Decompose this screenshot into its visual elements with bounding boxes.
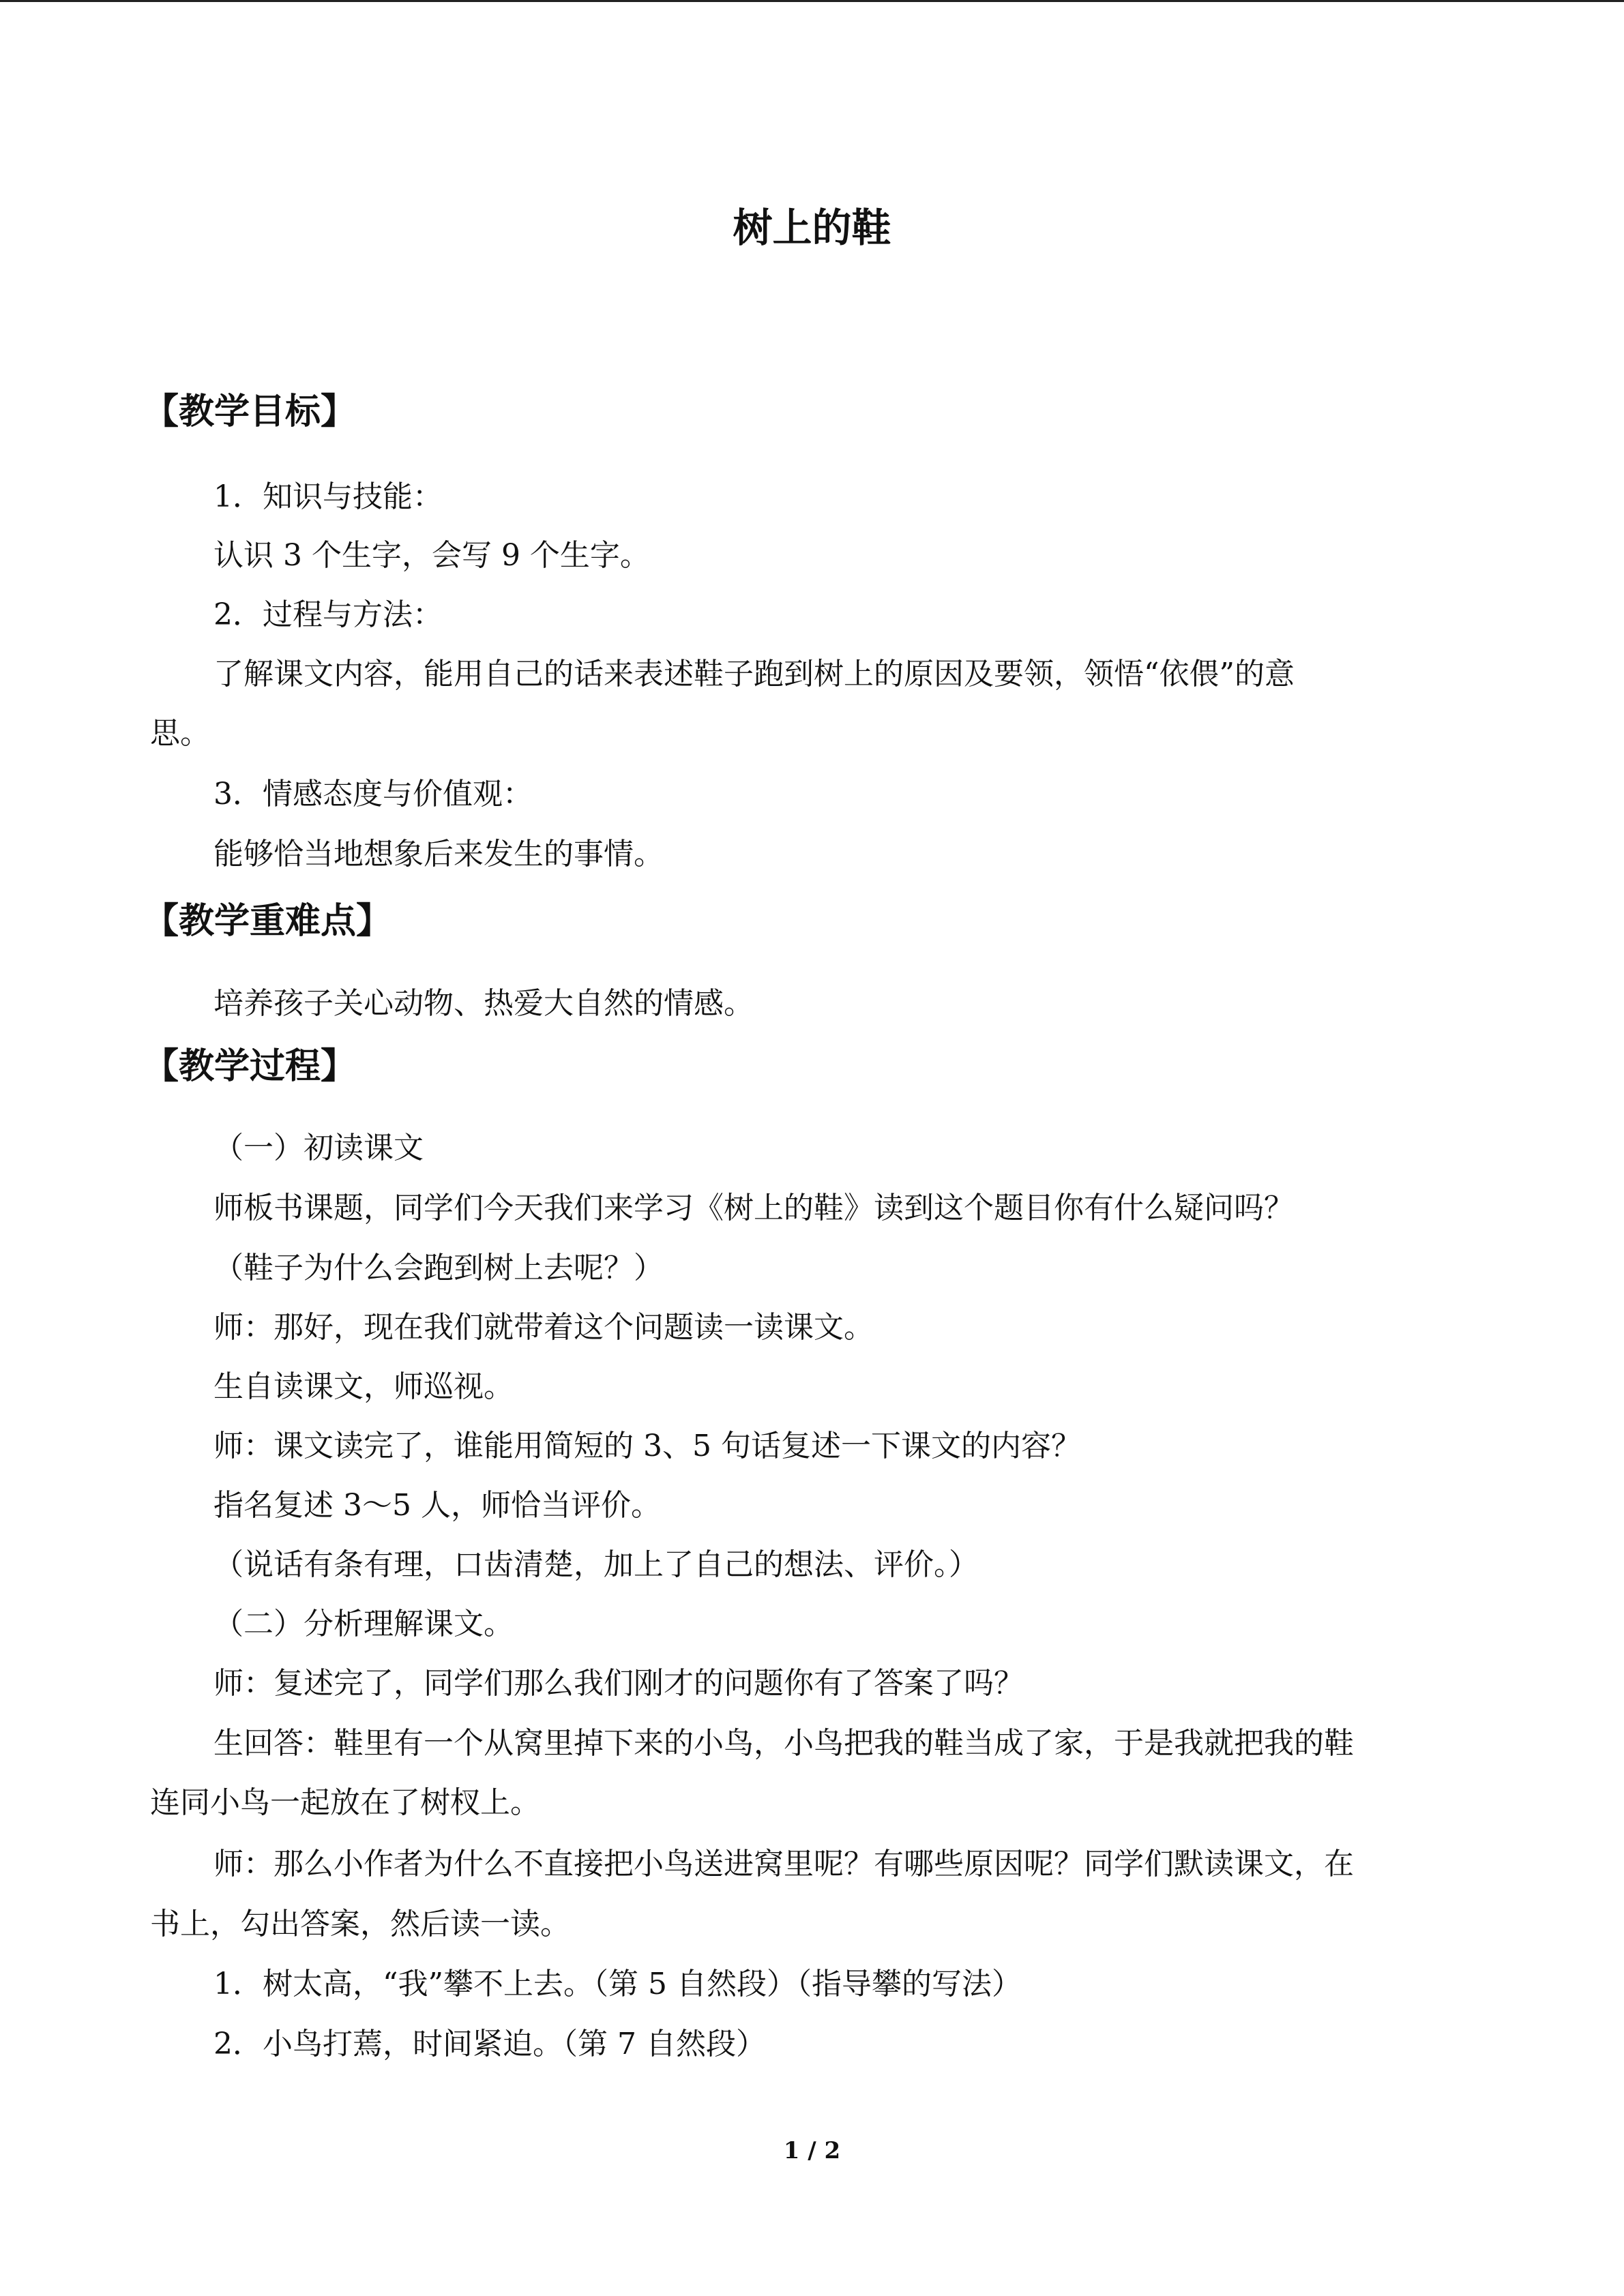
- section-heading-objectives: 【教学目标】: [143, 391, 357, 432]
- process-line: 师：复述完了，同学们那么我们刚才的问题你有了答案了吗？: [213, 1666, 1024, 1701]
- process-line: （说话有条有理，口齿清楚，加上了自己的想法、评价。）: [213, 1547, 979, 1582]
- process-line: 书上，勾出答案，然后读一读。: [150, 1907, 570, 1941]
- process-line: 师板书课题，同学们今天我们来学习《树上的鞋》读到这个题目你有什么疑问吗？: [213, 1191, 1294, 1225]
- objectives-line: 3．情感态度与价值观：: [213, 777, 533, 811]
- process-line: 指名复述 3～5 人，师恰当评价。: [213, 1488, 661, 1523]
- process-line: 1．树太高，“我”攀不上去。（第 5 自然段）（指导攀的写法）: [213, 1967, 1022, 2001]
- section-heading-process: 【教学过程】: [143, 1046, 357, 1087]
- process-line: 生回答：鞋里有一个从窝里掉下来的小鸟，小鸟把我的鞋当成了家，于是我就把我的鞋: [213, 1726, 1354, 1761]
- objectives-line: 2．过程与方法：: [213, 597, 443, 632]
- document-title: 树上的鞋: [733, 205, 891, 251]
- process-line: 师：那好，现在我们就带着这个问题读一读课文。: [213, 1310, 874, 1345]
- top-border-rule: [0, 0, 1624, 2]
- objectives-line: 认识 3 个生字，会写 9 个生字。: [213, 538, 650, 573]
- objectives-line: 了解课文内容，能用自己的话来表述鞋子跑到树上的原因及要领，领悟“依偎”的意: [213, 657, 1295, 691]
- section-heading-key-points: 【教学重难点】: [143, 901, 392, 942]
- process-line: 2．小鸟打蔫，时间紧迫。（第 7 自然段）: [213, 2027, 766, 2061]
- objectives-line: 1．知识与技能：: [213, 479, 443, 514]
- objectives-line: 能够恰当地想象后来发生的事情。: [213, 837, 664, 871]
- process-line: 连同小鸟一起放在了树杈上。: [150, 1785, 540, 1820]
- objectives-line: 思。: [150, 716, 210, 751]
- process-line: （一）初读课文: [213, 1131, 424, 1165]
- process-line: 师：那么小作者为什么不直接把小鸟送进窝里呢？有哪些原因呢？同学们默读课文，在: [213, 1847, 1354, 1881]
- key-points-line: 培养孩子关心动物、热爱大自然的情感。: [213, 986, 754, 1021]
- process-line: 师：课文读完了，谁能用简短的 3、5 句话复述一下课文的内容？: [213, 1429, 1081, 1463]
- process-line: 生自读课文，师巡视。: [213, 1369, 514, 1404]
- page-number: 1 / 2: [783, 2137, 841, 2164]
- process-line: （二）分析理解课文。: [213, 1607, 514, 1641]
- process-line: （鞋子为什么会跑到树上去呢？）: [213, 1251, 664, 1285]
